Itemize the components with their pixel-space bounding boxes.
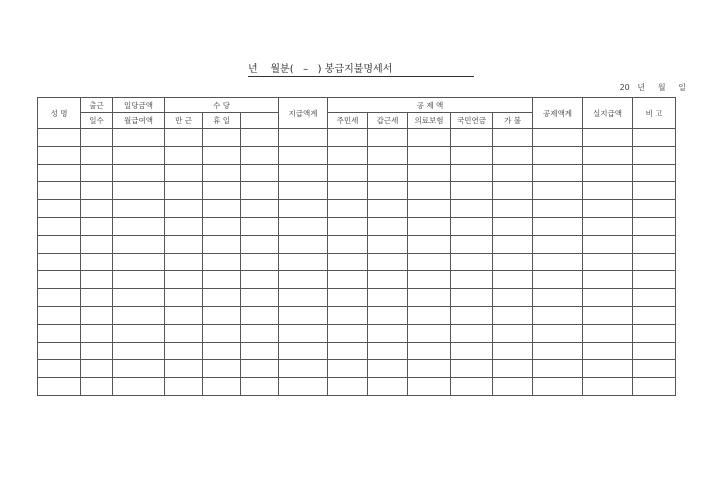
table-cell[interactable] — [328, 200, 368, 218]
header-allowance: 수 당 — [165, 98, 279, 113]
table-cell[interactable] — [113, 235, 165, 253]
table-cell[interactable] — [533, 253, 583, 271]
table-cell[interactable] — [408, 146, 451, 164]
table-cell[interactable] — [165, 146, 203, 164]
table-cell[interactable] — [203, 146, 241, 164]
table-cell[interactable] — [451, 200, 493, 218]
header-deduction: 공 제 액 — [328, 98, 533, 113]
table-cell[interactable] — [408, 235, 451, 253]
table-cell[interactable] — [368, 360, 408, 378]
table-cell[interactable] — [203, 360, 241, 378]
table-cell[interactable] — [328, 253, 368, 271]
table-cell[interactable] — [279, 324, 328, 342]
table-cell[interactable] — [633, 182, 676, 200]
table-cell[interactable] — [368, 306, 408, 324]
header-deduction-resident-tax: 주민세 — [328, 113, 368, 129]
table-cell[interactable] — [368, 253, 408, 271]
table-cell[interactable] — [633, 360, 676, 378]
table-cell[interactable] — [279, 289, 328, 307]
table-cell[interactable] — [493, 306, 533, 324]
table-cell[interactable] — [113, 342, 165, 360]
table-cell[interactable] — [241, 378, 279, 396]
header-remarks: 비 고 — [633, 98, 676, 129]
table-cell[interactable] — [279, 360, 328, 378]
table-cell[interactable] — [328, 271, 368, 289]
table-cell[interactable] — [279, 378, 328, 396]
table-cell[interactable] — [279, 235, 328, 253]
table-cell[interactable] — [38, 378, 81, 396]
header-attend-days-1: 출근 — [81, 98, 113, 113]
table-cell[interactable] — [451, 182, 493, 200]
table-cell[interactable] — [203, 378, 241, 396]
table-cell[interactable] — [583, 271, 633, 289]
table-cell[interactable] — [203, 200, 241, 218]
table-cell[interactable] — [113, 146, 165, 164]
table-cell[interactable] — [241, 129, 279, 147]
header-total-deduction: 공제액계 — [533, 98, 583, 129]
table-cell[interactable] — [451, 129, 493, 147]
table-cell[interactable] — [38, 129, 81, 147]
table-cell[interactable] — [81, 217, 113, 235]
table-row — [38, 235, 676, 253]
table-cell[interactable] — [328, 217, 368, 235]
table-cell[interactable] — [113, 182, 165, 200]
table-cell[interactable] — [408, 129, 451, 147]
table-row — [38, 164, 676, 182]
table-cell[interactable] — [493, 235, 533, 253]
table-cell[interactable] — [113, 253, 165, 271]
header-deduction-advance: 가 불 — [493, 113, 533, 129]
table-cell[interactable] — [633, 342, 676, 360]
table-cell[interactable] — [279, 200, 328, 218]
table-cell[interactable] — [38, 324, 81, 342]
table-cell[interactable] — [328, 129, 368, 147]
table-cell[interactable] — [583, 360, 633, 378]
table-cell[interactable] — [38, 217, 81, 235]
table-cell[interactable] — [408, 271, 451, 289]
table-cell[interactable] — [451, 360, 493, 378]
table-cell[interactable] — [533, 289, 583, 307]
table-cell[interactable] — [583, 324, 633, 342]
table-cell[interactable] — [408, 200, 451, 218]
table-cell[interactable] — [279, 306, 328, 324]
table-cell[interactable] — [38, 253, 81, 271]
table-cell[interactable] — [203, 253, 241, 271]
table-cell[interactable] — [241, 235, 279, 253]
table-cell[interactable] — [493, 164, 533, 182]
table-cell[interactable] — [408, 306, 451, 324]
table-cell[interactable] — [38, 235, 81, 253]
table-cell[interactable] — [241, 360, 279, 378]
table-row — [38, 342, 676, 360]
table-cell[interactable] — [583, 342, 633, 360]
table-cell[interactable] — [583, 235, 633, 253]
table-cell[interactable] — [408, 182, 451, 200]
table-cell[interactable] — [113, 306, 165, 324]
table-cell[interactable] — [533, 324, 583, 342]
table-cell[interactable] — [113, 200, 165, 218]
table-cell[interactable] — [408, 378, 451, 396]
table-cell[interactable] — [408, 289, 451, 307]
table-cell[interactable] — [165, 164, 203, 182]
table-cell[interactable] — [38, 342, 81, 360]
table-cell[interactable] — [165, 289, 203, 307]
table-cell[interactable] — [368, 324, 408, 342]
table-row — [38, 360, 676, 378]
table-cell[interactable] — [279, 146, 328, 164]
table-cell[interactable] — [203, 164, 241, 182]
header-name: 성 명 — [38, 98, 81, 129]
table-cell[interactable] — [241, 200, 279, 218]
header-deduction-income-tax: 갑근세 — [368, 113, 408, 129]
table-cell[interactable] — [38, 360, 81, 378]
table-cell[interactable] — [368, 200, 408, 218]
table-cell[interactable] — [408, 360, 451, 378]
table-cell[interactable] — [38, 164, 81, 182]
table-cell[interactable] — [533, 164, 583, 182]
table-cell[interactable] — [81, 253, 113, 271]
table-row — [38, 129, 676, 147]
table-cell[interactable] — [165, 129, 203, 147]
table-cell[interactable] — [451, 235, 493, 253]
table-cell[interactable] — [241, 146, 279, 164]
table-cell[interactable] — [81, 182, 113, 200]
table-cell[interactable] — [533, 306, 583, 324]
table-cell[interactable] — [451, 324, 493, 342]
table-cell[interactable] — [203, 182, 241, 200]
table-cell[interactable] — [368, 289, 408, 307]
table-cell[interactable] — [38, 306, 81, 324]
table-cell[interactable] — [533, 235, 583, 253]
table-cell[interactable] — [368, 217, 408, 235]
table-cell[interactable] — [368, 235, 408, 253]
table-cell[interactable] — [241, 182, 279, 200]
table-cell[interactable] — [583, 200, 633, 218]
table-cell[interactable] — [328, 306, 368, 324]
header-total-pay: 지급액계 — [279, 98, 328, 129]
table-cell[interactable] — [81, 378, 113, 396]
table-cell[interactable] — [81, 360, 113, 378]
table-cell[interactable] — [279, 129, 328, 147]
table-cell[interactable] — [633, 271, 676, 289]
table-cell[interactable] — [408, 217, 451, 235]
table-cell[interactable] — [328, 324, 368, 342]
table-cell[interactable] — [241, 324, 279, 342]
table-cell[interactable] — [533, 271, 583, 289]
table-cell[interactable] — [533, 360, 583, 378]
table-cell[interactable] — [493, 217, 533, 235]
table-cell[interactable] — [493, 129, 533, 147]
table-cell[interactable] — [633, 164, 676, 182]
table-cell[interactable] — [38, 146, 81, 164]
table-cell[interactable] — [633, 289, 676, 307]
table-cell[interactable] — [633, 324, 676, 342]
table-cell[interactable] — [451, 271, 493, 289]
table-cell[interactable] — [533, 182, 583, 200]
table-cell[interactable] — [583, 164, 633, 182]
table-cell[interactable] — [279, 271, 328, 289]
table-cell[interactable] — [583, 306, 633, 324]
table-cell[interactable] — [633, 235, 676, 253]
table-cell[interactable] — [583, 129, 633, 147]
table-cell[interactable] — [165, 200, 203, 218]
table-cell[interactable] — [533, 200, 583, 218]
table-cell[interactable] — [165, 271, 203, 289]
table-cell[interactable] — [493, 271, 533, 289]
table-cell[interactable] — [241, 289, 279, 307]
table-cell[interactable] — [113, 378, 165, 396]
table-cell[interactable] — [38, 182, 81, 200]
table-cell[interactable] — [241, 253, 279, 271]
table-cell[interactable] — [451, 253, 493, 271]
table-cell[interactable] — [583, 217, 633, 235]
table-cell[interactable] — [165, 235, 203, 253]
table-cell[interactable] — [451, 164, 493, 182]
table-cell[interactable] — [203, 342, 241, 360]
table-cell[interactable] — [493, 360, 533, 378]
table-cell[interactable] — [241, 342, 279, 360]
table-cell[interactable] — [81, 146, 113, 164]
header-net-pay: 실지급액 — [583, 98, 633, 129]
table-cell[interactable] — [81, 129, 113, 147]
table-cell[interactable] — [408, 164, 451, 182]
table-cell[interactable] — [451, 289, 493, 307]
table-cell[interactable] — [408, 342, 451, 360]
table-cell[interactable] — [633, 253, 676, 271]
table-cell[interactable] — [493, 182, 533, 200]
table-cell[interactable] — [81, 164, 113, 182]
table-cell[interactable] — [328, 164, 368, 182]
header-daily-wage-1: 일당금액 — [113, 98, 165, 113]
table-row — [38, 253, 676, 271]
table-cell[interactable] — [451, 146, 493, 164]
table-cell[interactable] — [451, 217, 493, 235]
table-cell[interactable] — [165, 306, 203, 324]
table-cell[interactable] — [493, 324, 533, 342]
table-cell[interactable] — [241, 164, 279, 182]
header-allowance-holiday: 휴 일 — [203, 113, 241, 129]
header-allowance-full-attendance: 만 근 — [165, 113, 203, 129]
table-cell[interactable] — [203, 306, 241, 324]
table-cell[interactable] — [113, 164, 165, 182]
table-cell[interactable] — [533, 129, 583, 147]
table-cell[interactable] — [633, 217, 676, 235]
table-cell[interactable] — [583, 182, 633, 200]
table-cell[interactable] — [279, 253, 328, 271]
table-cell[interactable] — [81, 271, 113, 289]
date-line: 20 년 월 일 — [619, 83, 686, 92]
table-cell[interactable] — [451, 378, 493, 396]
document-title: 년 월분( – ) 봉급지불명세서 — [248, 60, 474, 77]
table-cell[interactable] — [493, 200, 533, 218]
table-cell[interactable] — [241, 306, 279, 324]
table-cell[interactable] — [328, 378, 368, 396]
table-cell[interactable] — [203, 324, 241, 342]
table-cell[interactable] — [81, 342, 113, 360]
table-cell[interactable] — [203, 271, 241, 289]
table-cell[interactable] — [493, 378, 533, 396]
table-cell[interactable] — [165, 182, 203, 200]
table-cell[interactable] — [493, 342, 533, 360]
table-cell[interactable] — [279, 182, 328, 200]
table-cell[interactable] — [203, 235, 241, 253]
table-cell[interactable] — [493, 253, 533, 271]
table-cell[interactable] — [533, 146, 583, 164]
table-cell[interactable] — [408, 324, 451, 342]
table-cell[interactable] — [81, 200, 113, 218]
table-cell[interactable] — [165, 324, 203, 342]
table-cell[interactable] — [493, 289, 533, 307]
table-cell[interactable] — [113, 217, 165, 235]
table-cell[interactable] — [81, 306, 113, 324]
table-row — [38, 289, 676, 307]
table-cell[interactable] — [583, 253, 633, 271]
table-cell[interactable] — [279, 217, 328, 235]
header-attend-days-2: 일수 — [81, 113, 113, 129]
table-cell[interactable] — [368, 164, 408, 182]
table-cell[interactable] — [633, 146, 676, 164]
header-daily-wage-2: 월급여액 — [113, 113, 165, 129]
table-row — [38, 146, 676, 164]
table-cell[interactable] — [633, 129, 676, 147]
table-cell[interactable] — [165, 217, 203, 235]
table-cell[interactable] — [113, 271, 165, 289]
table-cell[interactable] — [81, 235, 113, 253]
table-row — [38, 306, 676, 324]
table-cell[interactable] — [451, 306, 493, 324]
table-cell[interactable] — [368, 129, 408, 147]
table-cell[interactable] — [279, 342, 328, 360]
table-cell[interactable] — [583, 146, 633, 164]
table-cell[interactable] — [533, 217, 583, 235]
table-cell[interactable] — [633, 378, 676, 396]
table-cell[interactable] — [368, 271, 408, 289]
table-cell[interactable] — [38, 289, 81, 307]
table-cell[interactable] — [408, 253, 451, 271]
table-row — [38, 271, 676, 289]
table-cell[interactable] — [38, 200, 81, 218]
table-cell[interactable] — [493, 146, 533, 164]
table-cell[interactable] — [279, 164, 328, 182]
table-cell[interactable] — [203, 129, 241, 147]
table-cell[interactable] — [203, 289, 241, 307]
table-cell[interactable] — [368, 146, 408, 164]
table-cell[interactable] — [81, 289, 113, 307]
table-cell[interactable] — [113, 360, 165, 378]
table-cell[interactable] — [533, 342, 583, 360]
table-row — [38, 324, 676, 342]
table-cell[interactable] — [368, 378, 408, 396]
payroll-table — [37, 97, 676, 396]
table-cell[interactable] — [165, 360, 203, 378]
table-cell[interactable] — [241, 217, 279, 235]
table-cell[interactable] — [165, 342, 203, 360]
table-cell[interactable] — [583, 378, 633, 396]
table-cell[interactable] — [113, 324, 165, 342]
header-deduction-pension: 국민연금 — [451, 113, 493, 129]
table-cell[interactable] — [165, 253, 203, 271]
table-cell[interactable] — [328, 146, 368, 164]
table-cell[interactable] — [38, 271, 81, 289]
table-cell[interactable] — [203, 217, 241, 235]
table-row — [38, 378, 676, 396]
table-cell[interactable] — [328, 182, 368, 200]
table-cell[interactable] — [81, 324, 113, 342]
table-cell[interactable] — [633, 306, 676, 324]
table-cell[interactable] — [165, 378, 203, 396]
table-row — [38, 182, 676, 200]
table-row — [38, 217, 676, 235]
table-cell[interactable] — [583, 289, 633, 307]
table-cell[interactable] — [533, 378, 583, 396]
table-cell[interactable] — [633, 200, 676, 218]
table-cell[interactable] — [328, 235, 368, 253]
table-cell[interactable] — [113, 129, 165, 147]
table-cell[interactable] — [368, 182, 408, 200]
table-cell[interactable] — [328, 289, 368, 307]
table-cell[interactable] — [241, 271, 279, 289]
table-cell[interactable] — [328, 360, 368, 378]
table-row — [38, 200, 676, 218]
table-cell[interactable] — [451, 342, 493, 360]
table-cell[interactable] — [328, 342, 368, 360]
table-cell[interactable] — [113, 289, 165, 307]
header-deduction-health-insurance: 의료보험 — [408, 113, 451, 129]
table-cell[interactable] — [368, 342, 408, 360]
header-allowance-blank — [241, 113, 279, 129]
